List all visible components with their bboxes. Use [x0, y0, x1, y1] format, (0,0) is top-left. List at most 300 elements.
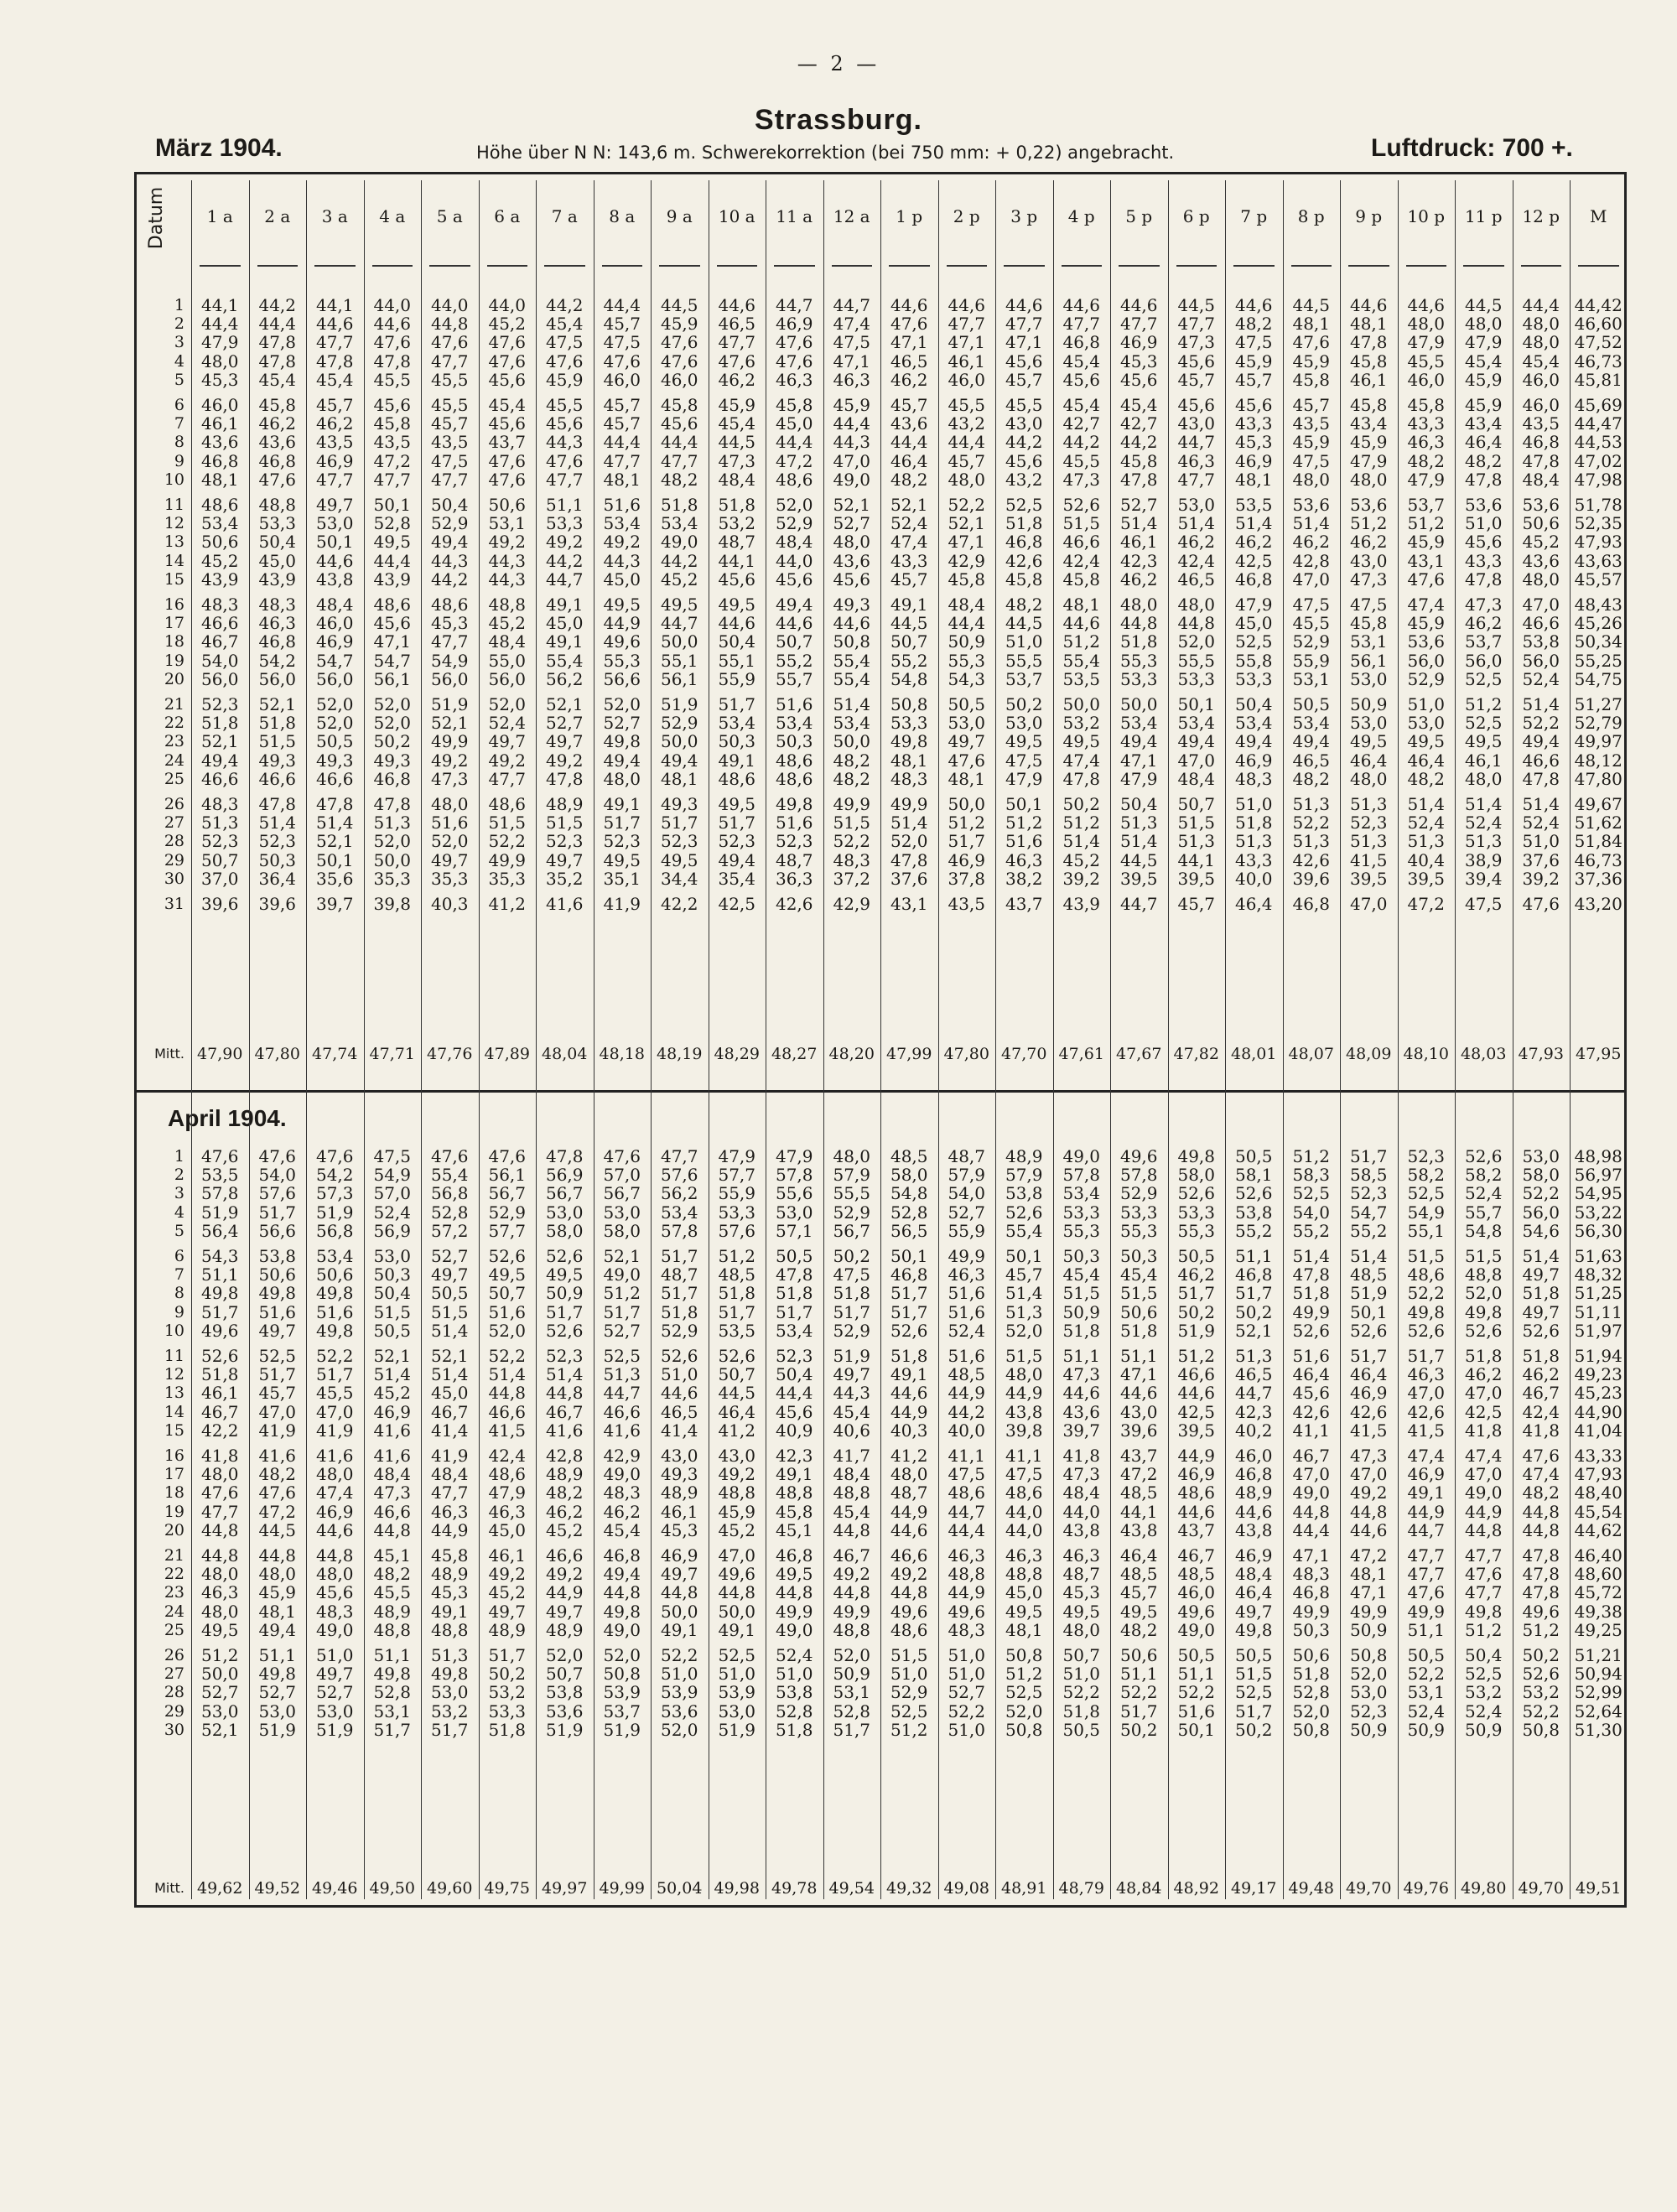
table-cell: 54,8	[890, 669, 928, 689]
table-cell: 46,60	[1574, 314, 1622, 334]
table-cell: 53,0	[430, 1682, 469, 1702]
table-cell: 47,4	[1407, 1446, 1446, 1466]
table-cell: 47,0	[1464, 1383, 1503, 1403]
table-cell: 49,0	[660, 532, 698, 552]
table-cell: 48,6	[775, 769, 813, 789]
table-cell: 44,8	[1177, 613, 1216, 633]
row-date: 10	[164, 1321, 184, 1340]
table-cell: 45,5	[948, 395, 986, 415]
table-cell: 51,7	[488, 1645, 527, 1665]
table-cell: 45,0	[1005, 1582, 1043, 1602]
table-cell: 46,7	[430, 1402, 469, 1422]
table-cell: 44,7	[1234, 1383, 1273, 1403]
table-cell: 48,0	[1464, 314, 1503, 334]
table-cell: 46,4	[1234, 894, 1273, 914]
table-cell: 45,8	[1005, 569, 1043, 589]
month-title-april: April 1904.	[168, 1105, 287, 1131]
table-cell: 53,0	[315, 513, 354, 533]
table-cell: 52,5	[890, 1701, 928, 1721]
month-title-march: März 1904.	[155, 134, 283, 162]
column-header: 5 a	[436, 206, 463, 226]
table-cell: 56,9	[545, 1165, 584, 1185]
table-cell: 40,3	[890, 1420, 928, 1441]
table-cell: 44,3	[833, 1383, 871, 1403]
table-cell: 51,1	[1177, 1664, 1216, 1684]
table-cell: 53,7	[1005, 669, 1043, 689]
table-cell: 45,72	[1574, 1582, 1622, 1602]
table-cell: 51,5	[1005, 1346, 1043, 1366]
column-header: 1 p	[896, 206, 923, 226]
table-cell: 48,0	[948, 470, 986, 490]
table-cell: 45,6	[1005, 451, 1043, 471]
table-cell: 49,5	[1005, 731, 1043, 751]
table-cell: 48,1	[1005, 1620, 1043, 1640]
table-cell: 45,4	[833, 1502, 871, 1522]
table-cell: 44,6	[718, 295, 756, 315]
table-cell: 44,4	[660, 432, 698, 452]
table-cell: 51,5	[833, 813, 871, 833]
table-cell: 51,21	[1574, 1645, 1622, 1665]
table-cell: 44,8	[1292, 1502, 1331, 1522]
table-cell: 49,5	[718, 794, 756, 814]
table-cell: 48,3	[833, 850, 871, 870]
row-date: 21	[164, 1546, 184, 1565]
table-cell: 51,0	[315, 1645, 354, 1665]
table-cell: 49,67	[1574, 794, 1622, 814]
table-cell: 52,7	[948, 1682, 986, 1702]
column-header: 3 p	[1010, 206, 1038, 226]
table-cell: 47,8	[890, 850, 928, 870]
table-cell: 49,5	[660, 850, 698, 870]
table-cell: 50,5	[430, 1283, 469, 1303]
table-cell: 49,2	[430, 750, 469, 771]
table-cell: 43,0	[718, 1446, 756, 1466]
table-cell: 55,9	[718, 669, 756, 689]
table-cell: 48,0	[1177, 595, 1216, 615]
table-cell: 45,8	[373, 413, 412, 434]
table-cell: 51,7	[603, 813, 641, 833]
row-date: 9	[174, 452, 184, 470]
table-cell: 54,3	[200, 1246, 239, 1266]
table-cell: 53,1	[1292, 669, 1331, 689]
table-cell: 53,4	[1177, 713, 1216, 733]
table-cell: 41,2	[890, 1446, 928, 1466]
table-cell: 44,42	[1574, 295, 1622, 315]
table-cell: 43,0	[660, 1446, 698, 1466]
column-header: 8 p	[1297, 206, 1325, 226]
table-cell: 45,54	[1574, 1502, 1622, 1522]
table-row	[0, 1346, 1677, 1366]
table-cell: 50,1	[1005, 1246, 1043, 1266]
mean-cell: 48,04	[542, 1045, 588, 1063]
table-cell: 41,6	[258, 1446, 297, 1466]
table-cell: 53,8	[775, 1682, 813, 1702]
table-cell: 47,8	[1522, 1545, 1560, 1566]
table-cell: 51,7	[718, 813, 756, 833]
table-cell: 45,2	[488, 314, 527, 334]
table-cell: 51,3	[200, 813, 239, 833]
table-cell: 52,9	[890, 1682, 928, 1702]
table-cell: 51,2	[1062, 813, 1101, 833]
table-cell: 55,3	[1119, 1221, 1158, 1241]
table-cell: 44,5	[258, 1520, 297, 1540]
table-cell: 45,8	[1119, 451, 1158, 471]
table-cell: 44,5	[1464, 295, 1503, 315]
table-cell: 42,4	[1522, 1402, 1560, 1422]
table-cell: 44,7	[833, 295, 871, 315]
table-cell: 52,2	[488, 1346, 527, 1366]
table-cell: 47,6	[430, 332, 469, 352]
table-cell: 42,6	[1005, 551, 1043, 571]
table-cell: 44,6	[1062, 613, 1101, 633]
table-cell: 47,6	[660, 332, 698, 352]
table-cell: 53,6	[660, 1701, 698, 1721]
table-cell: 52,99	[1574, 1682, 1622, 1702]
table-cell: 49,1	[718, 1620, 756, 1640]
table-cell: 47,0	[315, 1402, 354, 1422]
table-cell: 46,2	[1234, 532, 1273, 552]
table-cell: 51,8	[775, 1720, 813, 1740]
table-cell: 42,4	[1062, 551, 1101, 571]
table-cell: 47,9	[488, 1482, 527, 1503]
table-cell: 51,9	[1349, 1283, 1388, 1303]
table-cell: 52,1	[315, 831, 354, 851]
table-cell: 48,5	[718, 1264, 756, 1285]
table-cell: 45,7	[603, 395, 641, 415]
table-cell: 49,6	[948, 1602, 986, 1622]
table-cell: 47,7	[200, 1502, 239, 1522]
table-cell: 51,4	[1177, 513, 1216, 533]
table-cell: 47,7	[430, 1482, 469, 1503]
table-cell: 45,2	[1522, 532, 1560, 552]
table-cell: 48,3	[948, 1620, 986, 1640]
table-cell: 49,6	[200, 1321, 239, 1341]
table-cell: 48,8	[430, 1620, 469, 1640]
table-cell: 53,3	[1062, 1202, 1101, 1223]
table-cell: 51,2	[1349, 513, 1388, 533]
row-date: 27	[164, 1664, 184, 1683]
table-cell: 58,0	[1522, 1165, 1560, 1185]
table-cell: 44,2	[258, 295, 297, 315]
mean-cell: 47,67	[1116, 1045, 1162, 1063]
table-cell: 45,9	[718, 1502, 756, 1522]
table-cell: 41,2	[718, 1420, 756, 1441]
column-header: 7 p	[1240, 206, 1268, 226]
table-cell: 53,5	[200, 1165, 239, 1185]
table-cell: 47,1	[1119, 750, 1158, 771]
table-cell: 53,0	[603, 1202, 641, 1223]
row-date: 26	[164, 1646, 184, 1664]
table-cell: 51,3	[373, 813, 412, 833]
table-cell: 45,7	[1234, 370, 1273, 390]
table-cell: 51,7	[1177, 1283, 1216, 1303]
table-cell: 45,8	[948, 569, 986, 589]
table-cell: 47,8	[373, 794, 412, 814]
table-cell: 46,8	[1292, 894, 1331, 914]
table-cell: 49,3	[315, 750, 354, 771]
table-cell: 49,1	[430, 1602, 469, 1622]
table-row	[0, 1645, 1677, 1665]
table-cell: 46,9	[660, 1545, 698, 1566]
table-cell: 48,2	[1119, 1620, 1158, 1640]
table-cell: 46,0	[1407, 370, 1446, 390]
table-cell: 42,4	[488, 1446, 527, 1466]
table-cell: 53,2	[430, 1701, 469, 1721]
table-cell: 43,4	[1349, 413, 1388, 434]
table-cell: 55,9	[1292, 651, 1331, 671]
table-cell: 56,4	[200, 1221, 239, 1241]
table-cell: 49,8	[1177, 1146, 1216, 1166]
table-cell: 48,2	[545, 1482, 584, 1503]
table-cell: 46,9	[373, 1402, 412, 1422]
table-cell: 44,0	[1005, 1502, 1043, 1522]
table-cell: 47,6	[430, 1146, 469, 1166]
table-cell: 52,0	[1349, 1664, 1388, 1684]
table-row	[0, 1221, 1677, 1241]
table-cell: 48,6	[430, 595, 469, 615]
table-cell: 44,6	[1062, 295, 1101, 315]
table-cell: 45,8	[1349, 613, 1388, 633]
table-cell: 50,2	[1522, 1645, 1560, 1665]
row-date: 13	[164, 532, 184, 551]
table-cell: 46,3	[775, 370, 813, 390]
table-cell: 57,7	[488, 1221, 527, 1241]
table-cell: 49,7	[488, 1602, 527, 1622]
table-cell: 41,9	[430, 1446, 469, 1466]
table-cell: 47,3	[718, 451, 756, 471]
table-cell: 50,9	[1349, 1720, 1388, 1740]
table-cell: 43,5	[1292, 413, 1331, 434]
table-cell: 50,7	[200, 850, 239, 870]
table-cell: 45,9	[1292, 351, 1331, 371]
table-cell: 49,0	[603, 1264, 641, 1285]
table-cell: 55,3	[1177, 1221, 1216, 1241]
table-cell: 53,3	[1177, 669, 1216, 689]
row-date: 28	[164, 1683, 184, 1701]
table-cell: 44,1	[315, 295, 354, 315]
table-cell: 49,4	[660, 750, 698, 771]
table-cell: 45,6	[488, 370, 527, 390]
table-cell: 49,3	[660, 794, 698, 814]
table-cell: 42,5	[718, 894, 756, 914]
table-cell: 48,1	[258, 1602, 297, 1622]
table-cell: 45,6	[775, 1402, 813, 1422]
table-cell: 39,6	[200, 894, 239, 914]
table-cell: 42,7	[1062, 413, 1101, 434]
table-cell: 50,5	[373, 1321, 412, 1341]
table-cell: 37,8	[948, 869, 986, 889]
table-cell: 51,3	[1177, 831, 1216, 851]
table-cell: 51,8	[258, 713, 297, 733]
table-row	[0, 1165, 1677, 1185]
table-cell: 51,9	[603, 1720, 641, 1740]
table-cell: 51,4	[1119, 513, 1158, 533]
table-cell: 50,5	[315, 731, 354, 751]
mean-cell: 49,80	[1461, 1879, 1507, 1898]
table-cell: 44,2	[430, 569, 469, 589]
table-cell: 41,4	[430, 1420, 469, 1441]
table-cell: 53,6	[1292, 495, 1331, 515]
page-number: — 2 —	[797, 52, 880, 75]
table-cell: 44,4	[1522, 295, 1560, 315]
table-cell: 49,7	[1522, 1302, 1560, 1322]
table-cell: 52,2	[948, 495, 986, 515]
table-cell: 45,0	[545, 613, 584, 633]
table-cell: 51,9	[660, 694, 698, 714]
table-cell: 47,3	[1062, 470, 1101, 490]
table-cell: 56,8	[315, 1221, 354, 1241]
pressure-label: Luftdruck: 700 +.	[1371, 134, 1573, 162]
table-row	[0, 1520, 1677, 1540]
table-cell: 51,2	[1407, 513, 1446, 533]
table-cell: 54,8	[890, 1183, 928, 1203]
table-cell: 48,8	[373, 1620, 412, 1640]
table-cell: 47,0	[718, 1545, 756, 1566]
table-cell: 47,7	[1407, 1564, 1446, 1584]
table-cell: 55,8	[1234, 651, 1273, 671]
table-cell: 51,1	[1234, 1246, 1273, 1266]
mean-cell: 47,80	[943, 1045, 989, 1063]
mean-cell: 48,20	[828, 1045, 875, 1063]
table-cell: 44,6	[1119, 1383, 1158, 1403]
table-cell: 47,6	[718, 351, 756, 371]
table-cell: 52,0	[775, 495, 813, 515]
table-cell: 49,5	[373, 532, 412, 552]
table-cell: 43,9	[258, 569, 297, 589]
table-cell: 52,5	[1464, 669, 1503, 689]
table-cell: 45,5	[373, 1582, 412, 1602]
table-cell: 35,3	[430, 869, 469, 889]
table-cell: 48,98	[1574, 1146, 1622, 1166]
table-cell: 49,9	[948, 1246, 986, 1266]
table-cell: 51,4	[1464, 794, 1503, 814]
table-cell: 41,8	[1464, 1420, 1503, 1441]
table-cell: 48,6	[890, 1620, 928, 1640]
table-cell: 49,5	[200, 1620, 239, 1640]
table-cell: 50,9	[1349, 1620, 1388, 1640]
mean-cell: 49,60	[427, 1879, 473, 1898]
table-cell: 51,2	[1005, 1664, 1043, 1684]
table-cell: 42,9	[603, 1446, 641, 1466]
table-cell: 47,4	[315, 1482, 354, 1503]
table-cell: 43,8	[1062, 1520, 1101, 1540]
table-cell: 46,9	[1234, 451, 1273, 471]
table-cell: 45,8	[258, 395, 297, 415]
table-cell: 55,7	[775, 669, 813, 689]
table-cell: 49,9	[890, 794, 928, 814]
table-cell: 46,3	[1062, 1545, 1101, 1566]
table-row	[0, 1402, 1677, 1422]
table-cell: 47,2	[1119, 1464, 1158, 1484]
table-cell: 52,5	[258, 1346, 297, 1366]
table-cell: 50,1	[890, 1246, 928, 1266]
table-cell: 42,6	[1292, 850, 1331, 870]
table-cell: 51,8	[1522, 1346, 1560, 1366]
table-cell: 44,6	[1349, 295, 1388, 315]
table-cell: 36,4	[258, 869, 297, 889]
table-cell: 47,3	[430, 769, 469, 789]
station-title: Strassburg.	[755, 104, 922, 136]
table-cell: 51,8	[718, 495, 756, 515]
table-cell: 51,0	[1005, 631, 1043, 652]
table-cell: 48,3	[1234, 769, 1273, 789]
table-cell: 52,3	[775, 831, 813, 851]
table-cell: 44,8	[200, 1545, 239, 1566]
table-cell: 45,4	[1062, 1264, 1101, 1285]
table-cell: 46,6	[1522, 613, 1560, 633]
table-cell: 49,9	[1292, 1602, 1331, 1622]
table-cell: 40,9	[775, 1420, 813, 1441]
table-cell: 51,7	[1349, 1346, 1388, 1366]
table-cell: 45,26	[1574, 613, 1622, 633]
table-cell: 50,2	[833, 1246, 871, 1266]
table-cell: 49,9	[775, 1602, 813, 1622]
table-cell: 56,7	[603, 1183, 641, 1203]
table-cell: 56,8	[430, 1183, 469, 1203]
mean-cell: 49,76	[1403, 1879, 1449, 1898]
row-date: 8	[174, 1284, 184, 1302]
table-cell: 51,7	[660, 1246, 698, 1266]
table-cell: 47,7	[430, 470, 469, 490]
table-cell: 49,5	[1407, 731, 1446, 751]
table-cell: 44,8	[1522, 1502, 1560, 1522]
table-cell: 47,6	[488, 351, 527, 371]
table-cell: 43,3	[1234, 413, 1273, 434]
table-cell: 52,4	[1464, 813, 1503, 833]
mean-cell: 49,99	[599, 1879, 645, 1898]
table-cell: 49,4	[1177, 731, 1216, 751]
table-cell: 44,4	[948, 432, 986, 452]
column-header: 12 a	[833, 206, 870, 226]
table-cell: 55,4	[1005, 1221, 1043, 1241]
table-cell: 46,2	[1177, 532, 1216, 552]
table-cell: 45,3	[660, 1520, 698, 1540]
table-cell: 47,3	[1349, 569, 1388, 589]
table-cell: 47,5	[1349, 595, 1388, 615]
table-cell: 54,2	[258, 651, 297, 671]
table-cell: 44,8	[200, 1520, 239, 1540]
table-cell: 47,7	[373, 470, 412, 490]
table-cell: 50,5	[1177, 1645, 1216, 1665]
table-cell: 46,2	[890, 370, 928, 390]
table-cell: 55,25	[1574, 651, 1622, 671]
table-cell: 46,6	[200, 769, 239, 789]
table-cell: 50,7	[488, 1283, 527, 1303]
table-row	[0, 1446, 1677, 1466]
table-cell: 47,5	[833, 1264, 871, 1285]
table-cell: 55,4	[833, 669, 871, 689]
table-cell: 47,6	[545, 451, 584, 471]
table-cell: 55,3	[603, 651, 641, 671]
table-cell: 49,6	[1177, 1602, 1216, 1622]
table-cell: 45,8	[775, 1502, 813, 1522]
table-cell: 46,9	[315, 1502, 354, 1522]
table-cell: 53,0	[1005, 713, 1043, 733]
table-cell: 52,0	[1005, 1701, 1043, 1721]
table-cell: 44,6	[1119, 295, 1158, 315]
table-cell: 44,8	[718, 1582, 756, 1602]
table-cell: 51,0	[1464, 513, 1503, 533]
table-cell: 46,9	[1234, 750, 1273, 771]
table-cell: 51,3	[1292, 794, 1331, 814]
row-date: 1	[174, 1147, 184, 1166]
table-cell: 57,8	[1062, 1165, 1101, 1185]
table-cell: 47,6	[1407, 569, 1446, 589]
table-cell: 51,2	[200, 1645, 239, 1665]
table-cell: 51,3	[1234, 1346, 1273, 1366]
table-cell: 52,5	[1005, 495, 1043, 515]
table-cell: 49,8	[1407, 1302, 1446, 1322]
